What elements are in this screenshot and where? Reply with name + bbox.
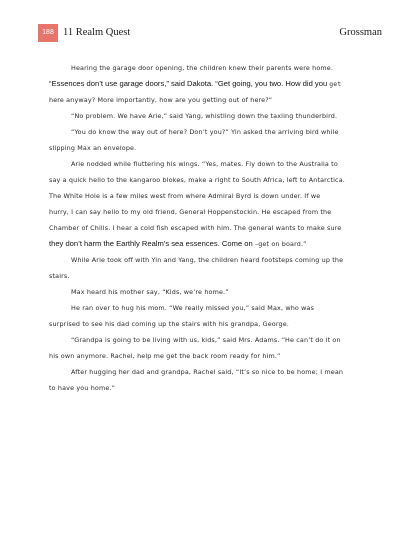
text-line: his own anymore. Rachel, help me get the back room ready for him.”: [49, 352, 281, 360]
text-line: to have you home.”: [49, 384, 116, 392]
page-header: [38, 24, 382, 46]
text-line: stairs.: [49, 272, 70, 280]
page-number-badge: 188: [38, 24, 58, 42]
text-line: here anyway? More importantly, how are you getting out of here?”: [49, 96, 273, 104]
author-name: Grossman: [339, 27, 382, 38]
text-line: surprised to see his dad coming up the stairs with his grandpa, George.: [49, 320, 289, 328]
text-segment: –get on board.”: [254, 240, 307, 248]
text-line: Max heard his mother say, “Kids, we’re home.”: [71, 288, 229, 296]
text-line: “Grandpa is going to be living with us, kids,” said Mrs. Adams. “He can’t do it on: [71, 336, 341, 344]
text-line: Arie nodded while fluttering his wings. “Yes, mates. Fly down to the Australia to: [71, 160, 338, 168]
text-segment: “Essences don’t use garage doors,” said Dakota. “Get going, you two. How did you: [49, 79, 330, 88]
text-line: [49, 76, 375, 92]
text-line: He ran over to hug his mom. “We really missed you,” said Max, who was: [71, 304, 315, 312]
text-line: say a quick hello to the kangaroo blokes, make a right to South Africa, left to Antarctica.: [49, 176, 345, 184]
text-line: [49, 236, 375, 252]
text-segment: get: [329, 80, 342, 88]
text-line: “No problem. We have Arie,” said Yang, whistling down the taxiing thunderbird.: [71, 112, 338, 120]
text-segment: they don’t harm the Earthly Realm’s sea essences. Come on: [49, 239, 255, 248]
text-line: hurry, I can say hello to my old friend, General Hoppenstockin. He escaped from the: [49, 208, 332, 216]
text-line: After hugging her dad and grandpa, Rachel said, “It’s so nice to be home; I mean: [71, 368, 344, 376]
book-title: 11 Realm Quest: [63, 27, 131, 38]
text-line: Hearing the garage door opening, the children knew their parents were home.: [71, 64, 334, 72]
text-line: While Arie took off with Yin and Yang, the children heard footsteps coming up the: [71, 256, 344, 264]
text-line: slipping Max an envelope.: [49, 144, 137, 152]
text-line: Chamber of Chills. I hear a cold fish escaped with him. The general wants to make sure: [49, 224, 342, 232]
text-line: “You do know the way out of here? Don’t you?” Yin asked the arriving bird while: [71, 128, 339, 136]
page-body: [49, 60, 375, 396]
text-line: The White Hole is a few miles west from where Admiral Byrd is down under. If we: [49, 192, 321, 200]
